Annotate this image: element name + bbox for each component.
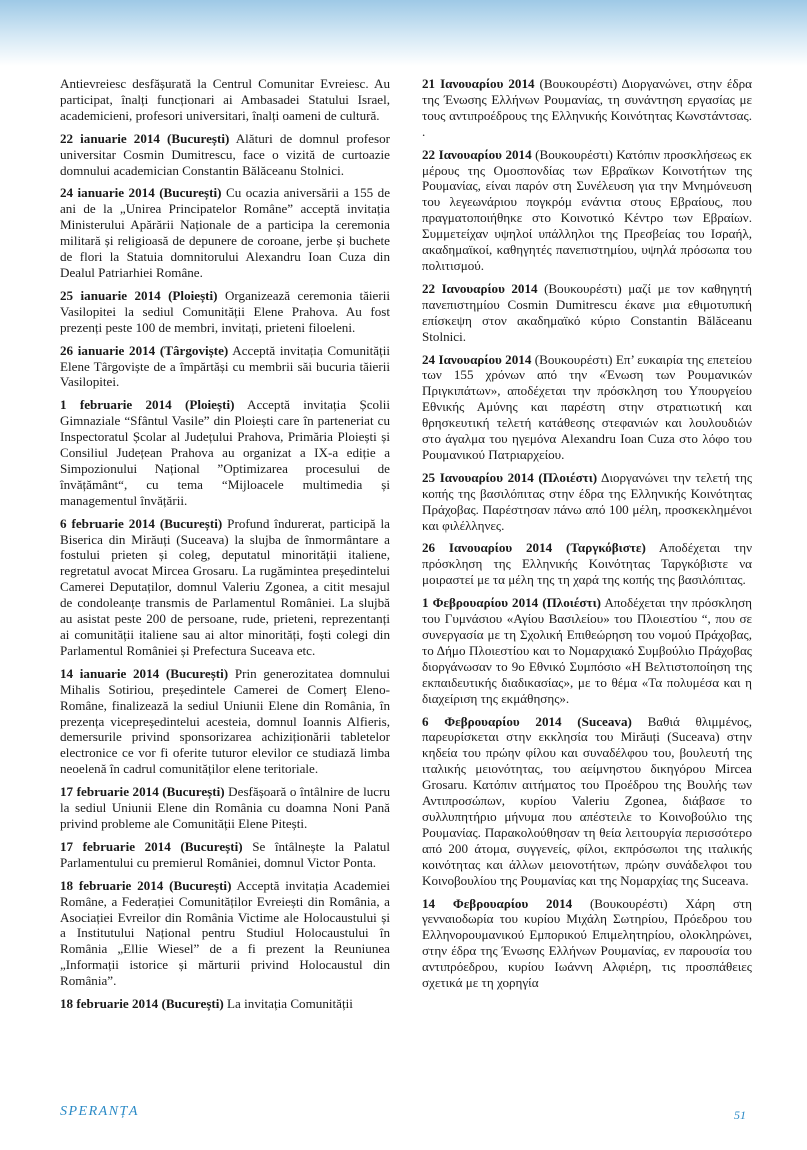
- entry-text: Organizează ceremonia tăierii Vasilopitei la sediul Comunității Elene Prahova. Au fost prezenți peste 100 de membri, invitați, prieteni filoeleni.: [60, 287, 391, 335]
- chronicle-entry: [60, 131, 390, 179]
- entry-text: Cu ocazia aniversării a 155 de ani de la „Unirea Principatelor Române” acceptă invitația Ministerului Apărării Naționale de a participa la ceremonia militară și religioasă de depunere de coroane, jerbe și buchete de flori la Statuia domnitorului Alexandru Ioan Cuza din Dealul Patriarhiei Române.: [60, 185, 390, 280]
- entry-text: Acceptă invitația Școlii Gimnaziale “Sfântul Vasile” din Ploiești care în parteneriat cu Inspectoratul Școlar al Județului Prahova, Primăria Ploiești și Consiliul Județean Prahova au organizat a IX-a ediție a Simpozionului Național ”Optimizarea procesului de învățământ“, cu tema “Mijloacele multimedia și managementul învățării.: [60, 397, 390, 508]
- chronicle-entry: [422, 540, 752, 588]
- chronicle-entry: [60, 343, 390, 391]
- entry-text: (Βουκουρέστι) Διοργανώνει, στην έδρα της Ένωσης Ελλήνων Ρουμανίας, τη συνάντηση εργασίας με τους αντιπροέδρους της Ελληνικής Κοινότητας Κωνστάντσας. .: [422, 76, 752, 139]
- chronicle-entry: [422, 147, 752, 274]
- chronicle-entry: [60, 288, 390, 336]
- entry-text: (Βουκουρέστι) Επ’ ευκαιρία της επετείου των 155 χρόνων από την «Ένωση των Ρουμανικών Πριγκιπάτων», αποδέχεται την πρόσκληση του Υπουργείου Εθνικής Αμύνης και παρέστη στην στρατιωτική και θρησκευτική τελετή κατάθεσης στεφανιών και λουλουδιών στο άγαλμα του ηγεμόνα Alexandru Ioan Cuza στο λόφο του Ρουμανικού Πατριαρχείου.: [422, 351, 752, 462]
- entry-date: 18 februarie 2014 (București): [60, 877, 232, 893]
- chronicle-entry: [60, 516, 390, 659]
- entry-date: 17 februarie 2014 (București): [60, 838, 243, 854]
- entry-date: 25 Ιανουαρίου 2014 (Πλοιέστι): [422, 469, 598, 485]
- chronicle-entry: [422, 281, 752, 345]
- entry-date: 17 februarie 2014 (București): [60, 784, 225, 800]
- chronicle-entry: [422, 470, 752, 534]
- entry-date: 25 ianuarie 2014 (Ploiești): [60, 287, 218, 303]
- entry-text: Antievreiesc desfășurată la Centrul Comunitar Evreiesc. Au participat, înalți funcționari ai Ambasadei Statului Israel, academicieni, profesori universitari, înalți oameni de cultură.: [60, 76, 390, 123]
- entry-text: Se întâlnește la Palatul Parlamentului cu premierul României, domnul Victor Ponta.: [60, 838, 390, 870]
- chronicle-entry: [60, 397, 390, 508]
- entry-text: Profund îndurerat, participă la Biserica din Mirăuți (Suceava) la slujba de înmormântare a fostului prieten și coleg, deputatul minorității italiene, regretatul avocat Mircea Grosaru. La rugămintea președintelui Camerei Deputaților, domnul Valeriu Zgonea, a citit mesajul de condoleanțe transmis de Parlamentul României. La slujbă au asistat peste 200 de persoane, rude, prieteni, reprezentanți ai comunității italiene sau ai altor minorități, foști colegi din Parlamentul României și Prefectura Suceava etc.: [60, 515, 390, 658]
- entry-text: Διοργανώνει την τελετή της κοπής της βασιλόπιτας στην έδρα της Ελληνικής Κοινότητας Πράχοβας. Παρέστησαν πάνω από 100 μέλη, προσκεκλημένοι και φιλέλληνες.: [422, 469, 753, 533]
- left-column-romanian: [60, 76, 390, 1019]
- chronicle-entry: [60, 839, 390, 871]
- chronicle-entry: [422, 896, 752, 991]
- right-column-greek: [422, 76, 752, 998]
- chronicle-entry: [60, 666, 390, 777]
- entry-text: (Βουκουρέστι) μαζί με τον καθηγητή πανεπιστημίου Cosmin Dumitrescu έκανε μια εθιμοτυπική επίσκεψη στον ακαδημαϊκό κύριο Constantin Bălăceanu Stolnici.: [422, 280, 752, 344]
- entry-text: Βαθιά θλιμμένος, παρευρίσκεται στην εκκλησία του Mirăuți (Suceava) στην κηδεία του πρώην φίλου και συναδέλφου του, βουλευτή της ιταλικής μειονότητας, του αείμνηστου δικηγόρου Mircea Grosaru. Κατόπιν αιτήματος του Προέδρου της Βουλής των Αντιπροσώπων, κυρίου Valeriu Zgonea, διάβασε το συλλυπητήριο μήνυμα που απέστειλε το Κοινοβούλιο της Ρουμανίας. Παρακολούθησαν τη θεία λειτουργία περισσότερο από 200 άτομα, συγγενείς, φίλοι, εκπρόσωποι της ιταλικής κοινότητας και άλλων μειονοτήτων, πρώην συνάδελφοι του Κοινοβουλίου της Ρουμανίας και της Νομαρχίας της Suceava.: [422, 713, 752, 888]
- chronicle-entry: [60, 878, 390, 989]
- entry-date: 22 Ιανουαρίου 2014: [422, 146, 532, 162]
- entry-date: 21 Ιανουαρίου 2014: [422, 76, 535, 91]
- entry-text: Acceptă invitația Comunității Elene Târgoviște de a împărtăși cu membrii săi bucuria tăierii Vasilopitei.: [60, 342, 390, 390]
- chronicle-entry: [60, 784, 390, 832]
- entry-text: Acceptă invitația Academiei Române, a Federației Comunităților Evreiești din România, a Asociației Evreilor din România Victime ale Holocaustului și a Institutului Național pentru Studiul Holocaustului în România „Ellie Wiesel” de a fi prezent la Reuniunea „Informații istorice și mărturii privind Holocaustul din România”.: [60, 877, 390, 989]
- entry-date: 26 ianuarie 2014 (Târgoviște): [60, 342, 229, 358]
- chronicle-entry: [422, 76, 752, 140]
- page-number: 51: [734, 1108, 746, 1122]
- entry-date: 1 februarie 2014 (Ploiești): [60, 397, 235, 413]
- entry-text: Αποδέχεται την πρόσκληση της Ελληνικής Κοινότητας Ταργκόβιστε να μοιραστεί με τα μέλη της τη χαρά της κοπής της βασιλόπιτας.: [422, 540, 752, 588]
- entry-text: Αποδέχεται την πρόσκληση του Γυμνάσιου «Αγίου Βασιλείου» του Πλοιεστίου “, που σε συνεργασία με τη Σχολική Επιθεώρηση του νομού Πράχοβας, το Δήμο Πλοιεστίου και το Νομαρχιακό Συμβούλιο Πράχοβας διοργάνωσαν το 9ο Εθνικό Συμπόσιο «Η Βελτιστοποίηση της εκπαιδευτικής διαδικασίας», με το θέμα «Τα πολυμέσα και η διαχείριση της εκμάθησης».: [422, 595, 752, 706]
- footer-brand: SPERANȚA: [60, 1104, 139, 1119]
- header-gradient-band: [0, 0, 807, 66]
- entry-date: 1 Φεβρουαρίου 2014 (Πλοιέστι): [422, 595, 602, 611]
- entry-date: 22 ianuarie 2014 (București): [60, 130, 230, 146]
- entry-text: La invitația Comunității: [223, 996, 353, 1012]
- entry-text: Prin generozitatea domnului Mihalis Sotiriou, președintele Camerei de Comerț Eleno-Române, finalizează la sediul Uniunii Elene din România, în prezența vicepreședintelui acesteia, domnul Ioannis Alfieris, demersurile privind sponsorizarea achiziționării tabletelor electronice ce vor fi oferite tuturor elevilor ce studiază limba neoelenă în cadrul comunităților elene teritoriale.: [60, 665, 390, 777]
- entry-date: 18 februarie 2014 (București): [60, 996, 224, 1012]
- entry-text: (Βουκουρέστι) Χάρη στη γενναιοδωρία του κυρίου Μιχάλη Σωτηρίου, Πρόεδρου του Ελληνορουμανικού Εμπορικού Επιμελητηρίου, ολοκληρώνει, στην έδρα της Ένωσης Ελλήνων Ρουμανίας, εν παρουσία του αντιπρόεδρου, κυρίου Ιωάννη Αλφιέρη, τις προσπάθειες σχετικά με τη χορηγία: [422, 895, 753, 991]
- entry-text: (Βουκουρέστι) Κατόπιν προσκλήσεως εκ μέρους της Ομοσπονδίας των Εβραϊκων Κοινοτήτων της Ρουμανίας, είναι παρόν στη Συνέλευση για την Μνημόνευση του λεγεωνάριου πογκρόμ ενάντια στους Εβραίους, που πραγματοποιήθηκε στο Κοινοτικό Κέντρο των Εβραίων. Συμμετείχαν υψηλοί υπάλληλοι της Πρεσβείας του Ισραήλ, ακαδημαϊκοί, καθηγητές πανεπιστημίου, υψηλά πρόσωπα του πολιτισμού.: [422, 146, 752, 273]
- entry-date: 6 Φεβρουαρίου 2014 (Suceava): [422, 713, 632, 729]
- chronicle-entry: [422, 714, 752, 889]
- entry-date: 22 Ιανουαρίου 2014: [422, 280, 538, 296]
- chronicle-entry: [422, 352, 752, 463]
- entry-text: Desfășoară o întâlnire de lucru la sediul Uniunii Elene din România cu doamna Noni Pană privind probleme ale Comunității Elene Pitești.: [60, 784, 390, 831]
- chronicle-entry: [422, 595, 752, 706]
- entry-date: 6 februarie 2014 (București): [60, 515, 223, 531]
- entry-date: 24 Ιανουαρίου 2014: [422, 351, 532, 367]
- chronicle-entry: [60, 996, 390, 1012]
- entry-text: Alături de domnul profesor universitar Cosmin Dumitrescu, face o vizită de curtoazie domnului academician Constantin Bălăceanu Stolnici.: [60, 130, 390, 178]
- entry-date: 26 Ιανουαρίου 2014 (Ταργκόβιστε): [422, 540, 646, 556]
- entry-date: 14 Φεβρουαρίου 2014: [422, 895, 573, 911]
- chronicle-entry: [60, 76, 390, 124]
- chronicle-entry: [60, 185, 390, 280]
- entry-date: 24 ianuarie 2014 (București): [60, 185, 222, 201]
- entry-date: 14 ianuarie 2014 (București): [60, 665, 229, 681]
